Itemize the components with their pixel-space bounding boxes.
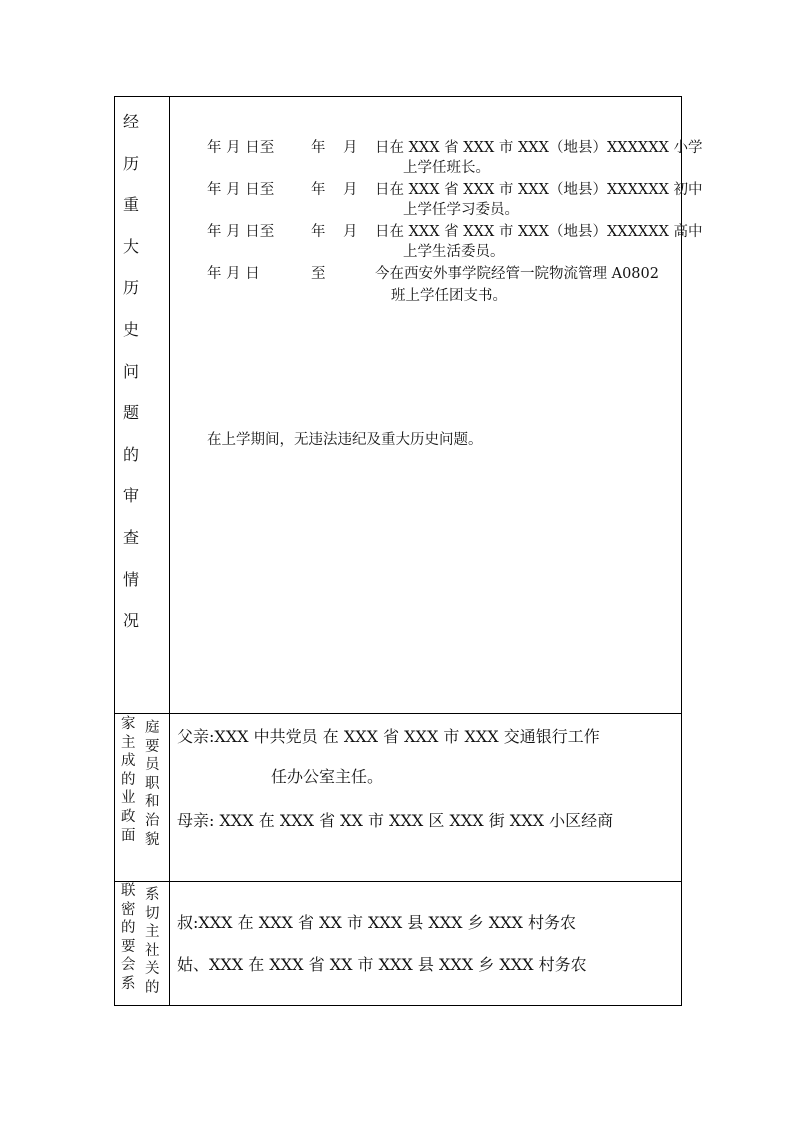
label-char: 面	[121, 827, 136, 844]
entry-text-line2: 上学任学习委员。	[403, 202, 519, 218]
uncle-info: 叔:XXX 在 XXX 省 XX 市 XXX 县 XXX 乡 XXX 村务农	[177, 913, 576, 932]
label-char: 要	[145, 738, 160, 755]
column-divider	[169, 97, 170, 1005]
label-char: 历	[122, 278, 139, 298]
row-divider-1	[115, 713, 681, 714]
entry-to: 至	[311, 266, 326, 282]
entry-date-start: 年 月 日	[207, 266, 260, 282]
label-char: 庭	[145, 720, 160, 736]
entry-date-start: 年 月 日至	[207, 224, 275, 240]
label-char: 和	[145, 794, 160, 811]
row-divider-2	[115, 881, 681, 882]
label-char: 职	[145, 775, 160, 792]
entry-date-end-month: 月	[343, 140, 358, 156]
label-char: 联	[121, 883, 136, 899]
label-char: 经	[122, 112, 139, 131]
label-char: 系	[145, 887, 160, 903]
label-char: 员	[145, 757, 160, 774]
label-char: 治	[145, 813, 160, 829]
label-char: 审	[122, 486, 139, 506]
label-char: 业	[121, 790, 136, 807]
label-char: 的	[121, 920, 136, 936]
label-char: 成	[121, 753, 136, 770]
entry-text-line1: 日在 XXX 省 XXX 市 XXX（地县）XXXXXX 初中	[375, 182, 703, 198]
label-char: 密	[121, 901, 136, 918]
label-char: 系	[121, 975, 136, 992]
entry-text-line2: 上学生活委员。	[403, 244, 505, 260]
entry-date-end-year: 年	[311, 182, 326, 198]
label-char: 题	[122, 403, 139, 423]
label-char: 问	[122, 361, 139, 381]
label-char: 家	[121, 716, 136, 732]
entry-date-end-month: 月	[343, 224, 358, 240]
entry-date-end-year: 年	[311, 224, 326, 240]
label-char: 要	[121, 938, 136, 955]
label-char: 查	[122, 528, 139, 547]
label-char: 主	[145, 924, 160, 940]
label-char: 会	[121, 957, 136, 973]
label-char: 的	[122, 444, 139, 464]
label-char: 的	[121, 771, 136, 788]
label-char: 情	[122, 569, 139, 589]
mother-info: 母亲: XXX 在 XXX 省 XX 市 XXX 区 XXX 街 XXX 小区经商	[177, 811, 614, 830]
label-char: 大	[122, 236, 139, 256]
entry-date-end-year: 年	[311, 140, 326, 156]
label-char: 况	[122, 611, 139, 631]
entry-date-start: 年 月 日至	[207, 140, 275, 156]
aunt-info: 姑、XXX 在 XXX 省 XX 市 XXX 县 XXX 乡 XXX 村务农	[177, 955, 587, 974]
label-char: 历	[122, 153, 139, 173]
label-char: 貌	[145, 831, 160, 848]
review-summary: 在上学期间，无违法违纪及重大历史问题。	[207, 432, 483, 448]
entry-text-line2: 上学任班长。	[403, 160, 490, 176]
review-form-table	[114, 96, 703, 1006]
label-char: 政	[121, 809, 136, 825]
label-char: 的	[145, 979, 160, 996]
father-info-line2: 任办公室主任。	[271, 767, 384, 786]
label-char: 史	[122, 320, 139, 339]
label-char: 社	[145, 942, 160, 959]
entry-text-line1: 日在 XXX 省 XXX 市 XXX（地县）XXXXXX 小学	[375, 140, 703, 156]
entry-date-end-month: 月	[343, 182, 358, 198]
label-char: 重	[122, 195, 139, 215]
entry-text-line1: 今在西安外事学院经管一院物流管理 A0802	[375, 266, 659, 282]
father-info-line1: 父亲:XXX 中共党员 在 XXX 省 XXX 市 XXX 交通银行工作	[177, 727, 600, 746]
entry-text-line2: 班上学任团支书。	[391, 288, 507, 304]
label-char: 关	[145, 961, 160, 977]
entry-date-start: 年 月 日至	[207, 182, 275, 198]
label-char: 主	[121, 734, 136, 751]
entry-text-line1: 日在 XXX 省 XXX 市 XXX（地县）XXXXXX 高中	[375, 224, 703, 240]
label-char: 切	[145, 905, 160, 922]
